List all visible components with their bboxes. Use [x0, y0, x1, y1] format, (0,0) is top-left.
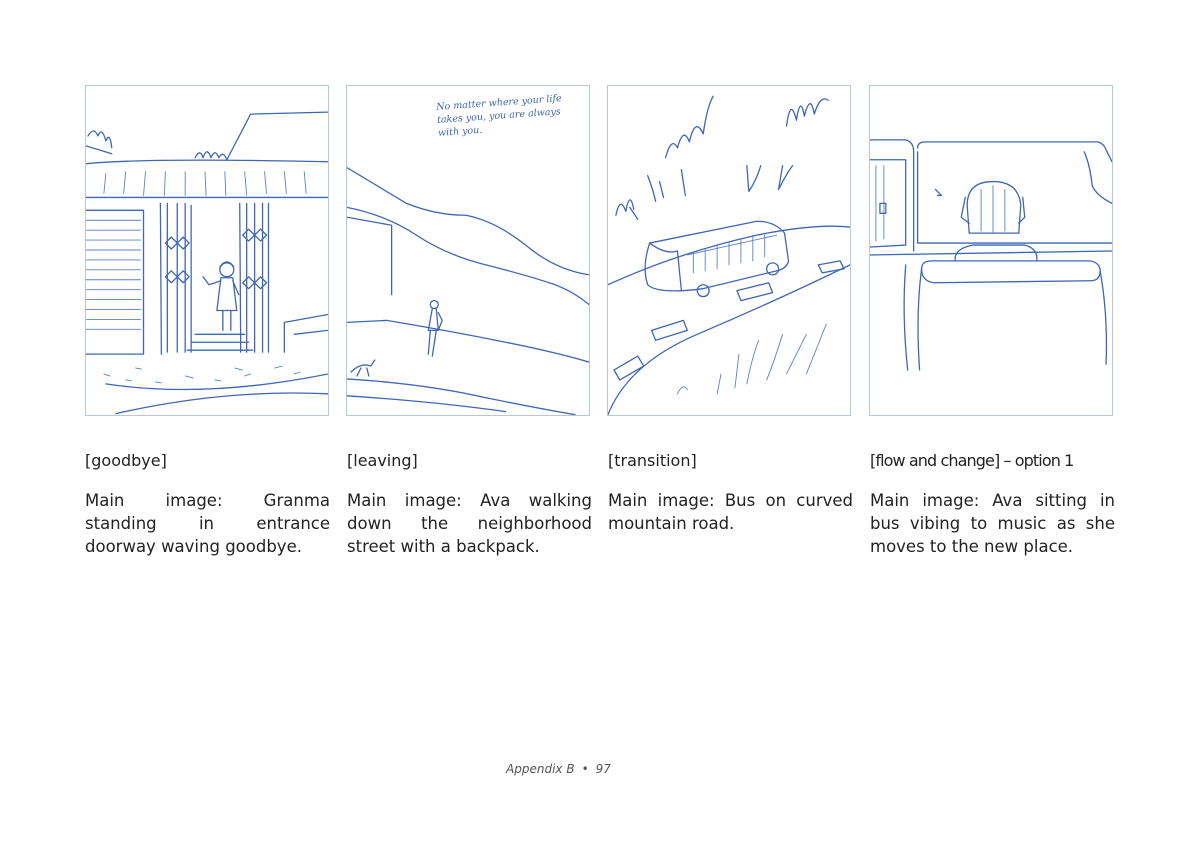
page-footer: [0, 762, 1117, 776]
panel-description-goodbye: Main image: Granma standing in entrance doorway waving goodbye.: [85, 491, 330, 556]
page-number: 97: [595, 762, 611, 776]
storyboard-frame-flow-and-change: [869, 85, 1113, 416]
panel-tag-flow-and-change: [flow and change] – option 1: [870, 451, 1074, 470]
storyboard-frame-transition: [607, 85, 851, 416]
panel-tag-goodbye: [goodbye]: [85, 451, 167, 470]
handwritten-note: No matter where your life takes you, you are always with you.: [435, 93, 562, 139]
panel-tag-leaving: [leaving]: [347, 451, 418, 470]
footer-section: Appendix B: [506, 762, 575, 776]
panel-description-flow-and-change: Main image: Ava sitting in bus vibing to music as she moves to the new place.: [870, 491, 1115, 556]
storyboard-frame-leaving: [346, 85, 590, 416]
panel-tag-transition: [transition]: [608, 451, 697, 470]
sketch-granma-doorway: [86, 86, 328, 415]
sketch-ava-on-bus: [870, 86, 1112, 415]
sketch-bus-mountain-road: [608, 86, 850, 415]
footer-separator: •: [581, 762, 589, 776]
panel-description-transition: Main image: Bus on curved mountain road.: [608, 491, 853, 533]
storyboard-frame-goodbye: [85, 85, 329, 416]
panel-description-leaving: Main image: Ava walking down the neighborhood street with a backpack.: [347, 491, 592, 556]
